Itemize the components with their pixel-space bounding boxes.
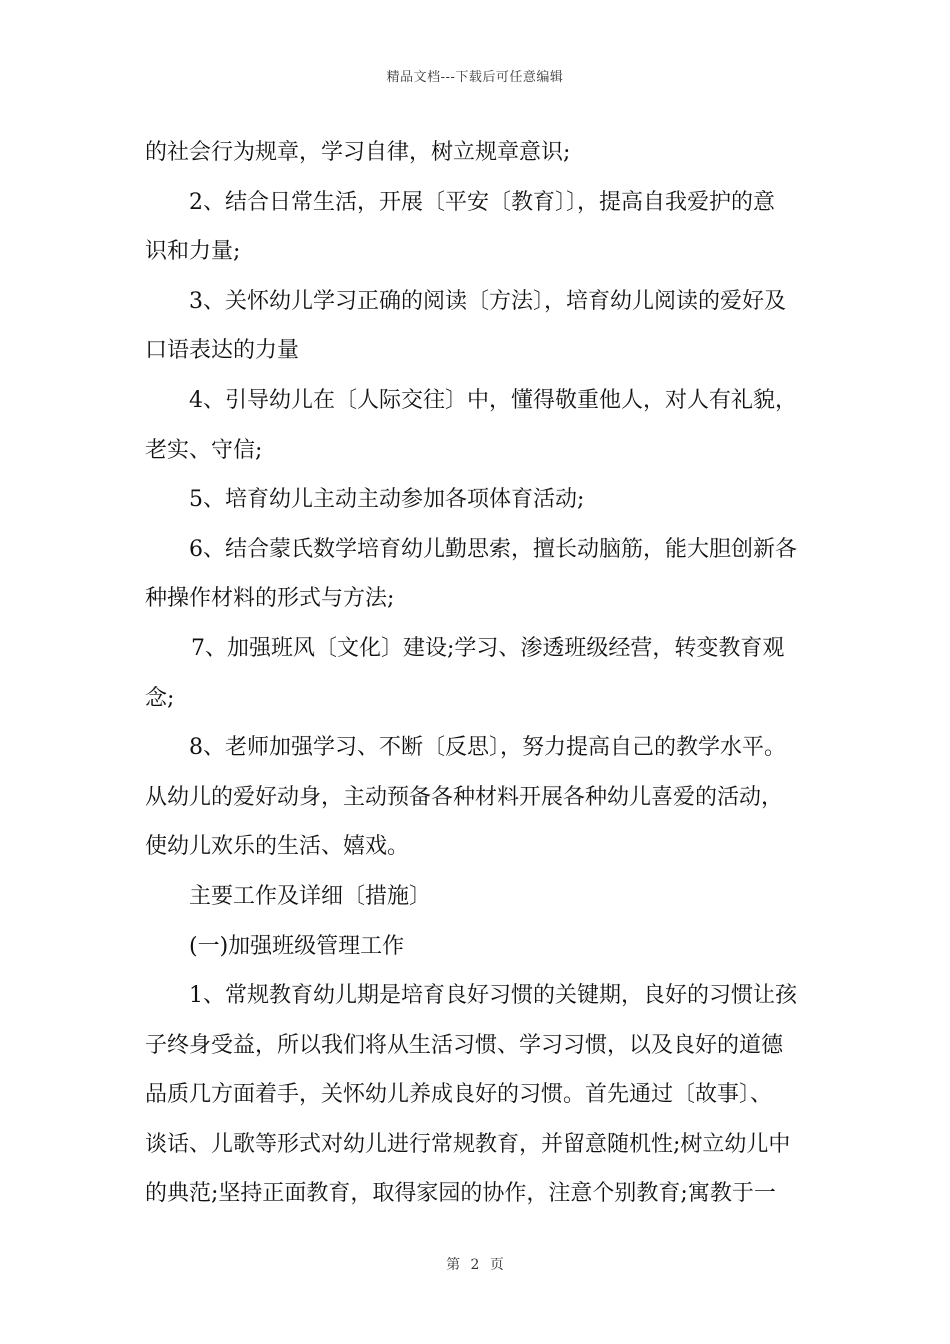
body-line: 子终身受益，所以我们将从生活习惯、学习习惯，以及良好的道德 xyxy=(145,1032,784,1058)
body-line: 5、培育幼儿主动主动参加各项体育活动; xyxy=(189,487,585,513)
body-line: 7、加强班风〔文化〕建设;学习、渗透班级经营，转变教育观 xyxy=(191,635,785,661)
page-number-suffix: 页 xyxy=(489,1257,504,1273)
body-line: 老实、守信; xyxy=(145,437,263,463)
body-line: 的典范;坚持正面教育，取得家园的协作，注意个别教育;寓教于一 xyxy=(145,1181,776,1207)
body-line: 念; xyxy=(145,685,175,711)
body-line: 3、关怀幼儿学习正确的阅读〔方法〕，培育幼儿阅读的爱好及 xyxy=(189,288,786,314)
body-line: 口语表达的力量 xyxy=(145,338,300,364)
body-line: 从幼儿的爱好动身，主动预备各种材料开展各种幼儿喜爱的活动， xyxy=(145,784,784,810)
body-line: 识和力量; xyxy=(145,239,241,265)
body-line: 2、结合日常生活，开展〔平安〔教育〕〕，提高自我爱护的意 xyxy=(189,189,775,215)
page-header xyxy=(0,66,950,85)
body-line: 谈话、儿歌等形式对幼儿进行常规教育，并留意随机性;树立幼儿中 xyxy=(145,1131,791,1157)
body-line: 的社会行为规章，学习自律，树立规章意识; xyxy=(145,140,571,165)
body-line: 6、结合蒙氏数学培育幼儿勤思索，擅长动脑筋，能大胆创新各 xyxy=(189,536,797,562)
body-line: 1、常规教育幼儿期是培育良好习惯的关键期，良好的习惯让孩 xyxy=(189,983,797,1009)
body-line: 种操作材料的形式与方法; xyxy=(145,586,395,612)
subsection-heading: (一)加强班级管理工作 xyxy=(189,933,405,959)
body-line: 4、引导幼儿在〔人际交往〕中，懂得敬重他人，对人有礼貌， xyxy=(189,387,797,413)
section-heading: 主要工作及详细〔措施〕 xyxy=(189,883,432,909)
body-line: 8、老师加强学习、不断〔反思〕，努力提高自己的教学水平。 xyxy=(189,735,786,761)
header-text: 精品文档---下载后可任意编辑 xyxy=(386,70,564,85)
document-body xyxy=(145,128,810,1219)
body-line: 使幼儿欢乐的生活、嬉戏。 xyxy=(145,834,410,860)
body-line: 品质几方面着手，关怀幼儿养成良好的习惯。首先通过〔故事〕、 xyxy=(145,1082,773,1108)
page-number: 2 xyxy=(470,1257,480,1273)
page-footer xyxy=(0,1254,950,1274)
page-number-prefix: 第 xyxy=(446,1257,461,1273)
